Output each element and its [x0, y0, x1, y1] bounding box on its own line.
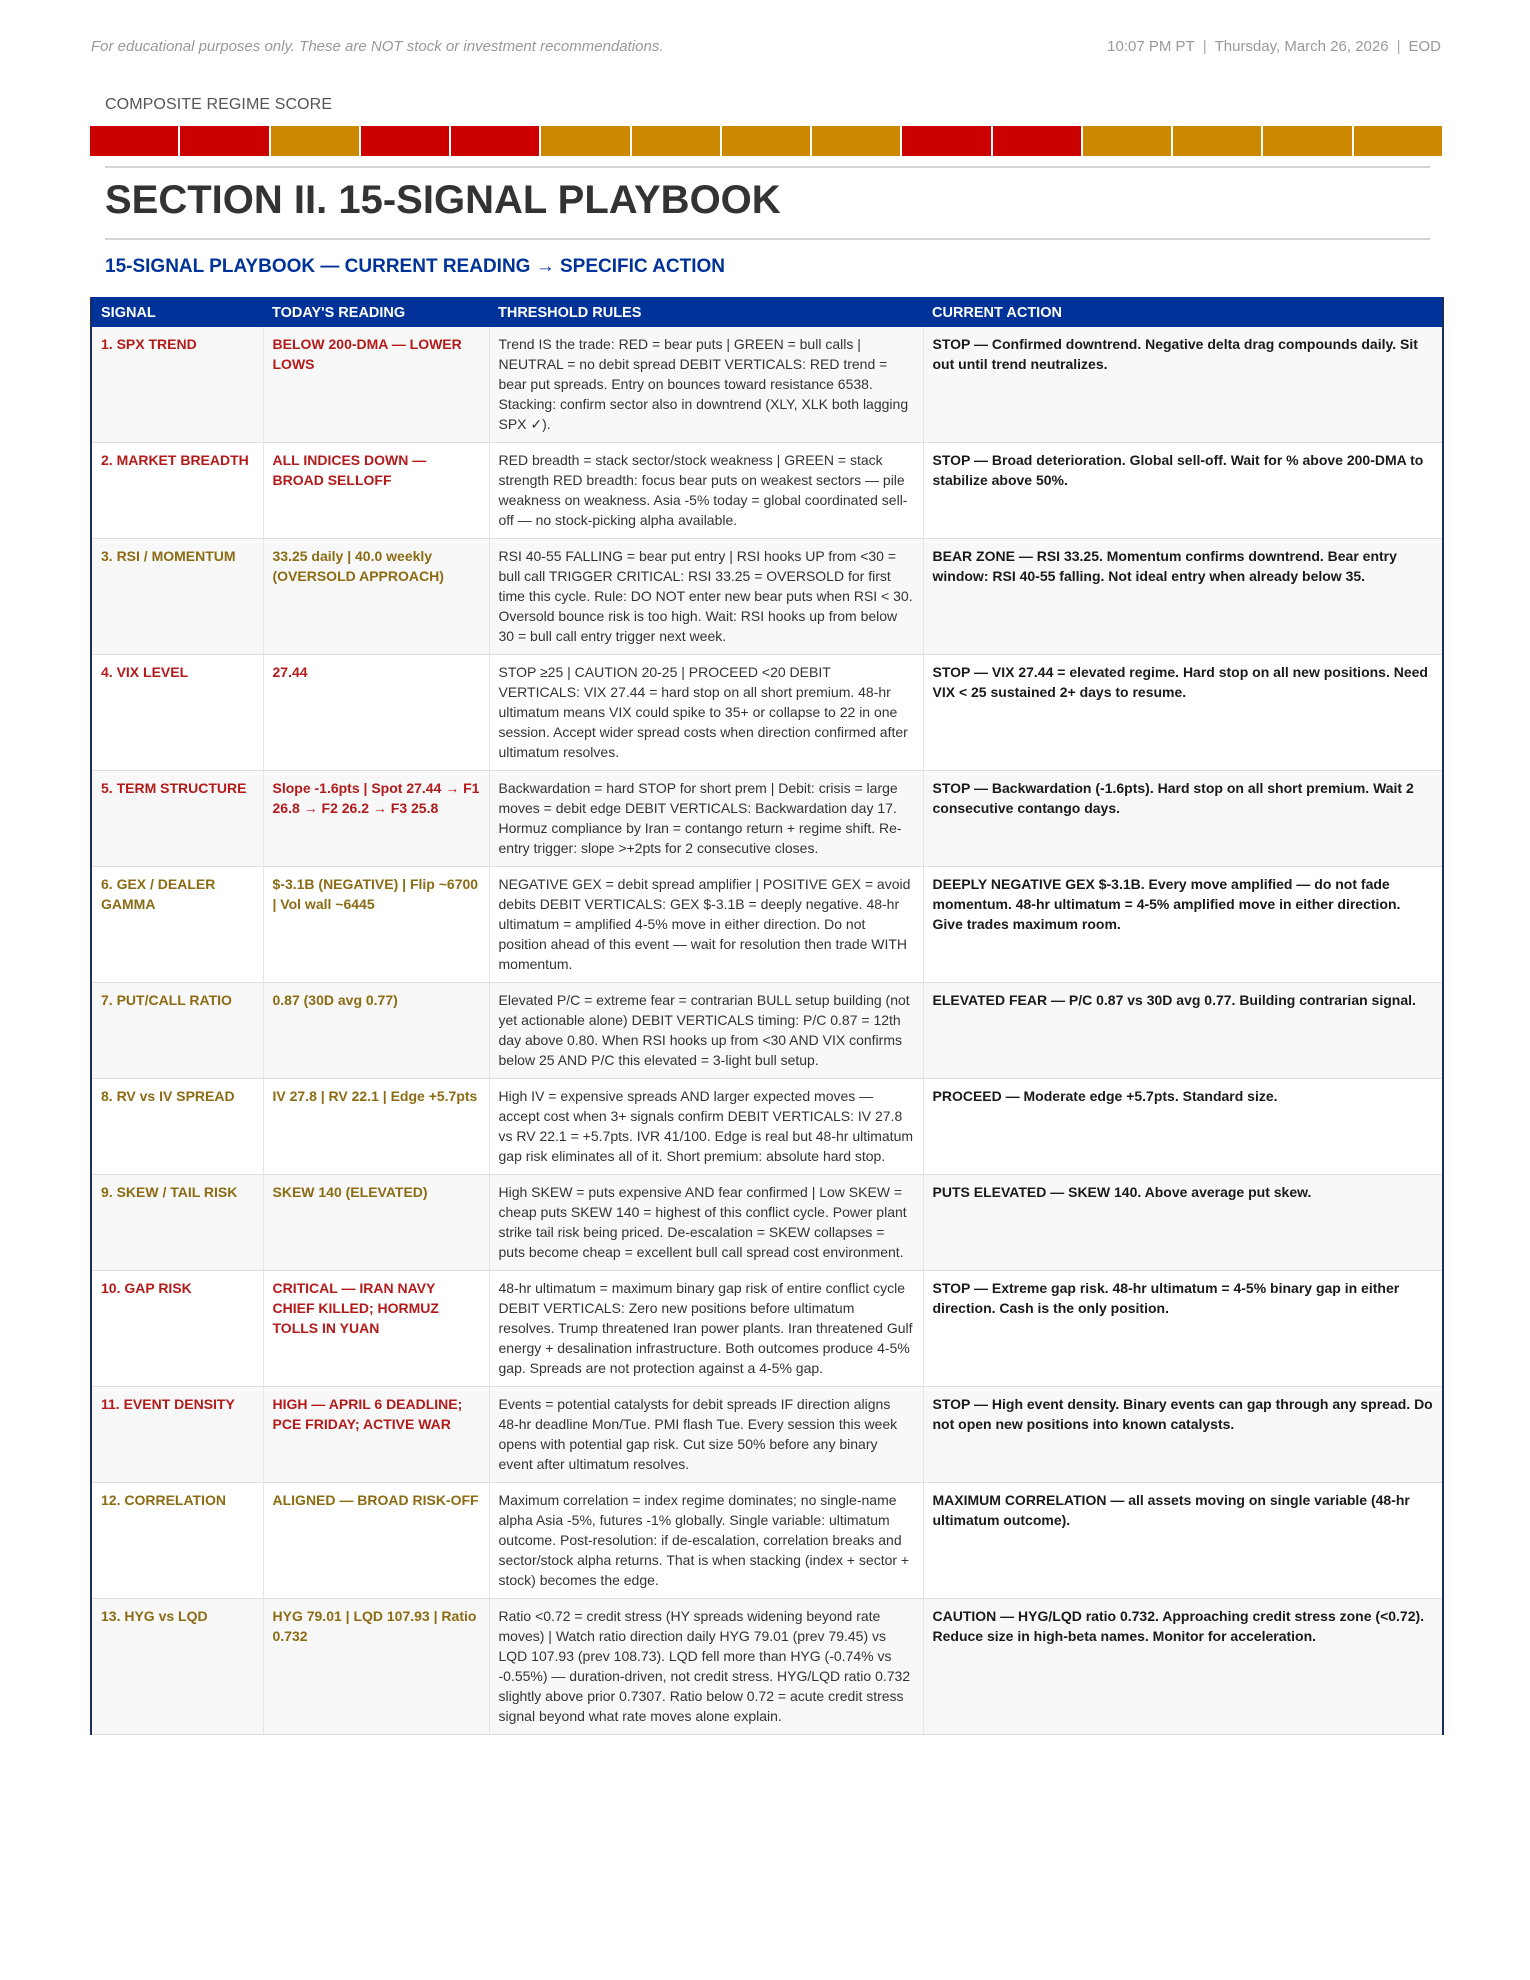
current-action: STOP — Backwardation (-1.6pts). Hard stop on all short premium. Wait 2 consecutive contango days.: [923, 771, 1443, 867]
threshold-rules: Backwardation = hard STOP for short prem | Debit: crisis = large moves = debit edge DEBIT VERTICALS: Backwardation day 17. Hormuz compliance by Iran = contango return + regime shift. Re-entry trigger: slope >+2pts for 2 consecutive closes.: [489, 771, 923, 867]
table-row: [91, 655, 1443, 771]
table-body: [91, 327, 1443, 1735]
todays-reading: 33.25 daily | 40.0 weekly (OVERSOLD APPROACH): [263, 539, 489, 655]
todays-reading: ALIGNED — BROAD RISK-OFF: [263, 1483, 489, 1599]
table-row: [91, 771, 1443, 867]
table-row: [91, 1599, 1443, 1735]
threshold-rules: Trend IS the trade: RED = bear puts | GREEN = bull calls | NEUTRAL = no debit spread DEBIT VERTICALS: RED trend = bear put spreads. Entry on bounces toward resistance 6538. Stacking: confirm sector also in downtrend (XLY, XLK both lagging SPX ✓).: [489, 327, 923, 443]
column-header-reading: TODAY'S READING: [263, 297, 489, 327]
current-action: PROCEED — Moderate edge +5.7pts. Standard size.: [923, 1079, 1443, 1175]
todays-reading: SKEW 140 (ELEVATED): [263, 1175, 489, 1271]
threshold-rules: Ratio <0.72 = credit stress (HY spreads widening beyond rate moves) | Watch ratio direction daily HYG 79.01 (prev 79.45) vs LQD 107.93 (prev 108.73). LQD fell more than HYG (-0.74% vs -0.55%) — duration-driven, not credit stress. HYG/LQD ratio 0.732 slightly above prior 0.7307. Ratio below 0.72 = acute credit stress signal beyond what rate moves alone explain.: [489, 1599, 923, 1735]
regime-score-bar: [90, 126, 1442, 156]
signal-name: 13. HYG vs LQD: [91, 1599, 263, 1735]
table-row: [91, 443, 1443, 539]
regime-segment-orange: [271, 126, 359, 156]
table-row: [91, 327, 1443, 443]
regime-segment-red: [180, 126, 268, 156]
regime-segment-red: [90, 126, 178, 156]
todays-reading: HIGH — APRIL 6 DEADLINE; PCE FRIDAY; ACTIVE WAR: [263, 1387, 489, 1483]
dateline: [1107, 38, 1441, 55]
signal-name: 5. TERM STRUCTURE: [91, 771, 263, 867]
regime-segment-red: [361, 126, 449, 156]
signal-name: 7. PUT/CALL RATIO: [91, 983, 263, 1079]
regime-score-label: COMPOSITE REGIME SCORE: [105, 96, 333, 113]
disclaimer-text: For educational purposes only. These are NOT stock or investment recommendations.: [91, 38, 664, 55]
regime-segment-orange: [1173, 126, 1261, 156]
threshold-rules: Events = potential catalysts for debit spreads IF direction aligns 48-hr deadline Mon/Tue. PMI flash Tue. Every session this week opens with potential gap risk. Cut size 50% before any binary event after ultimatum resolves.: [489, 1387, 923, 1483]
signal-name: 10. GAP RISK: [91, 1271, 263, 1387]
page-header: [91, 38, 1441, 55]
regime-segment-red: [902, 126, 990, 156]
table-row: [91, 1387, 1443, 1483]
todays-reading: CRITICAL — IRAN NAVY CHIEF KILLED; HORMUZ TOLLS IN YUAN: [263, 1271, 489, 1387]
regime-segment-red: [451, 126, 539, 156]
signal-name: 6. GEX / DEALER GAMMA: [91, 867, 263, 983]
signal-name: 2. MARKET BREADTH: [91, 443, 263, 539]
threshold-rules: Maximum correlation = index regime dominates; no single-name alpha Asia -5%, futures -1% globally. Single variable: ultimatum outcome. Post-resolution: if de-escalation, correlation breaks and sector/stock alpha returns. That is when stacking (index + sector + stock) becomes the edge.: [489, 1483, 923, 1599]
regime-segment-orange: [1263, 126, 1351, 156]
current-action: CAUTION — HYG/LQD ratio 0.732. Approaching credit stress zone (<0.72). Reduce size in high-beta names. Monitor for acceleration.: [923, 1599, 1443, 1735]
threshold-rules: RSI 40-55 FALLING = bear put entry | RSI hooks UP from <30 = bull call TRIGGER CRITICAL: RSI 33.25 = OVERSOLD for first time this cycle. Rule: DO NOT enter new bear puts when RSI < 30. Oversold bounce risk is too high. Wait: RSI hooks up from below 30 = bull call entry trigger next week.: [489, 539, 923, 655]
column-header-rules: THRESHOLD RULES: [489, 297, 923, 327]
todays-reading: $-3.1B (NEGATIVE) | Flip ~6700 | Vol wall ~6445: [263, 867, 489, 983]
threshold-rules: Elevated P/C = extreme fear = contrarian BULL setup building (not yet actionable alone) DEBIT VERTICALS timing: P/C 0.87 = 12th day above 0.80. When RSI hooks up from <30 AND VIX confirms below 25 AND P/C this elevated = 3-light bull setup.: [489, 983, 923, 1079]
regime-segment-orange: [722, 126, 810, 156]
signal-name: 3. RSI / MOMENTUM: [91, 539, 263, 655]
todays-reading: BELOW 200-DMA — LOWER LOWS: [263, 327, 489, 443]
table-header-row: [91, 297, 1443, 327]
current-action: STOP — Extreme gap risk. 48-hr ultimatum = 4-5% binary gap in either direction. Cash is the only position.: [923, 1271, 1443, 1387]
regime-segment-red: [993, 126, 1081, 156]
table-row: [91, 1175, 1443, 1271]
table-row: [91, 1483, 1443, 1599]
current-action: STOP — High event density. Binary events can gap through any spread. Do not open new positions into known catalysts.: [923, 1387, 1443, 1483]
signal-name: 9. SKEW / TAIL RISK: [91, 1175, 263, 1271]
table-row: [91, 1079, 1443, 1175]
signal-name: 4. VIX LEVEL: [91, 655, 263, 771]
current-action: STOP — Confirmed downtrend. Negative delta drag compounds daily. Sit out until trend neutralizes.: [923, 327, 1443, 443]
time-text: 10:07 PM PT: [1107, 38, 1195, 55]
signal-name: 1. SPX TREND: [91, 327, 263, 443]
threshold-rules: STOP ≥25 | CAUTION 20-25 | PROCEED <20 DEBIT VERTICALS: VIX 27.44 = hard stop on all short premium. 48-hr ultimatum means VIX could spike to 35+ or collapse to 22 in one session. Accept wider spread costs when direction confirmed after ultimatum resolves.: [489, 655, 923, 771]
signal-name: 12. CORRELATION: [91, 1483, 263, 1599]
threshold-rules: 48-hr ultimatum = maximum binary gap risk of entire conflict cycle DEBIT VERTICALS: Zero new positions before ultimatum resolves. Trump threatened Iran power plants. Iran threatened Gulf energy + desalination infrastructure. Both outcomes produce 4-5% gap. Spreads are not protection against a 4-5% gap.: [489, 1271, 923, 1387]
current-action: PUTS ELEVATED — SKEW 140. Above average put skew.: [923, 1175, 1443, 1271]
threshold-rules: RED breadth = stack sector/stock weakness | GREEN = stack strength RED breadth: focus bear puts on weakest sectors — pile weakness on weakness. Asia -5% today = global coordinated sell-off — no stock-picking alpha available.: [489, 443, 923, 539]
regime-segment-orange: [632, 126, 720, 156]
current-action: STOP — VIX 27.44 = elevated regime. Hard stop on all new positions. Need VIX < 25 sustained 2+ days to resume.: [923, 655, 1443, 771]
todays-reading: 27.44: [263, 655, 489, 771]
current-action: STOP — Broad deterioration. Global sell-off. Wait for % above 200-DMA to stabilize above 50%.: [923, 443, 1443, 539]
table-row: [91, 867, 1443, 983]
signal-name: 8. RV vs IV SPREAD: [91, 1079, 263, 1175]
threshold-rules: NEGATIVE GEX = debit spread amplifier | POSITIVE GEX = avoid debits DEBIT VERTICALS: GEX $-3.1B = deeply negative. 48-hr ultimatum = amplified 4-5% move in either direction. Do not position ahead of this event — wait for resolution then trade WITH momentum.: [489, 867, 923, 983]
todays-reading: HYG 79.01 | LQD 107.93 | Ratio 0.732: [263, 1599, 489, 1735]
current-action: BEAR ZONE — RSI 33.25. Momentum confirms downtrend. Bear entry window: RSI 40-55 falling. Not ideal entry when already below 35.: [923, 539, 1443, 655]
threshold-rules: High IV = expensive spreads AND larger expected moves — accept cost when 3+ signals confirm DEBIT VERTICALS: IV 27.8 vs RV 22.1 = +5.7pts. IVR 41/100. Edge is real but 48-hr ultimatum gap risk eliminates all of it. Short premium: absolute hard stop.: [489, 1079, 923, 1175]
regime-segment-orange: [1354, 126, 1442, 156]
divider: [105, 238, 1430, 240]
table-row: [91, 539, 1443, 655]
regime-segment-orange: [812, 126, 900, 156]
divider: [105, 166, 1430, 168]
todays-reading: Slope -1.6pts | Spot 27.44 → F1 26.8 → F2 26.2 → F3 25.8: [263, 771, 489, 867]
playbook-subtitle: 15-SIGNAL PLAYBOOK — CURRENT READING → SPECIFIC ACTION: [105, 256, 726, 277]
section-title: SECTION II. 15-SIGNAL PLAYBOOK: [105, 178, 781, 222]
separator: |: [1396, 38, 1401, 55]
threshold-rules: High SKEW = puts expensive AND fear confirmed | Low SKEW = cheap puts SKEW 140 = highest of this conflict cycle. Power plant strike tail risk being priced. De-escalation = SKEW collapses = puts become cheap = excellent bull call spread cost environment.: [489, 1175, 923, 1271]
todays-reading: 0.87 (30D avg 0.77): [263, 983, 489, 1079]
table-row: [91, 1271, 1443, 1387]
column-header-signal: SIGNAL: [91, 297, 263, 327]
table-row: [91, 983, 1443, 1079]
current-action: ELEVATED FEAR — P/C 0.87 vs 30D avg 0.77. Building contrarian signal.: [923, 983, 1443, 1079]
session-text: EOD: [1408, 38, 1441, 55]
todays-reading: IV 27.8 | RV 22.1 | Edge +5.7pts: [263, 1079, 489, 1175]
signal-name: 11. EVENT DENSITY: [91, 1387, 263, 1483]
current-action: DEEPLY NEGATIVE GEX $-3.1B. Every move amplified — do not fade momentum. 48-hr ultimatum = 4-5% amplified move in either direction. Give trades maximum room.: [923, 867, 1443, 983]
date-text: Thursday, March 26, 2026: [1214, 38, 1389, 55]
regime-segment-orange: [1083, 126, 1171, 156]
current-action: MAXIMUM CORRELATION — all assets moving on single variable (48-hr ultimatum outcome).: [923, 1483, 1443, 1599]
regime-segment-orange: [541, 126, 629, 156]
signal-playbook-table: [90, 297, 1444, 1735]
todays-reading: ALL INDICES DOWN — BROAD SELLOFF: [263, 443, 489, 539]
column-header-action: CURRENT ACTION: [923, 297, 1443, 327]
separator: |: [1202, 38, 1207, 55]
